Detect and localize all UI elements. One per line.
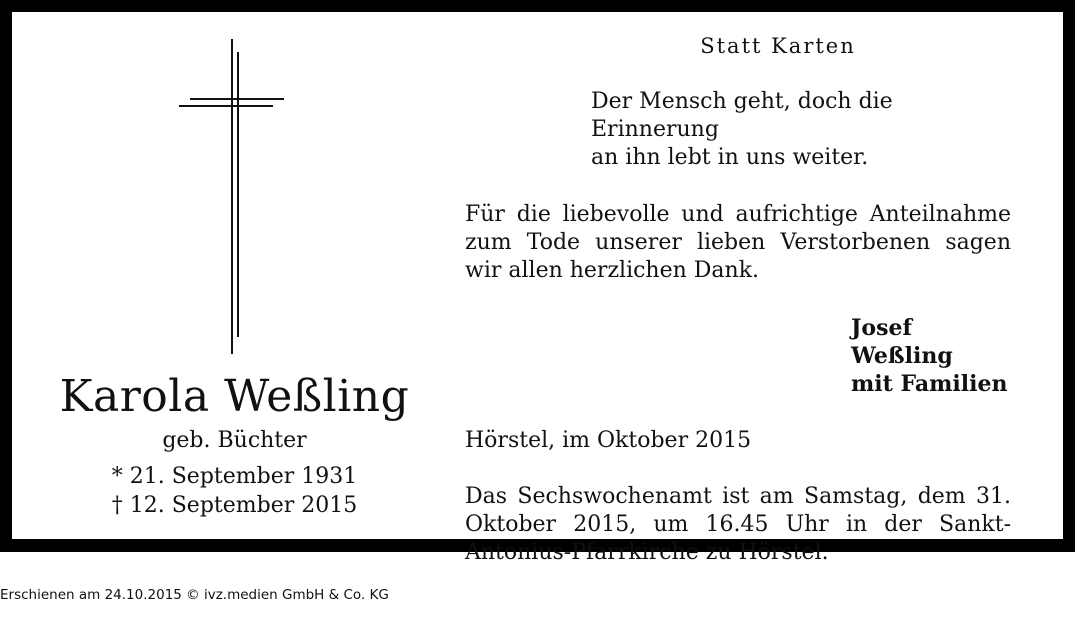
publication-footer: Erschienen am 24.10.2015 © ivz.medien GmbH & Co. KG (0, 587, 389, 603)
deceased-name: Karola Weßling (59, 371, 410, 422)
quote-line: an ihn lebt in uns weiter. (591, 145, 869, 170)
service-paragraph: Das Sechswochenamt ist am Samstag, dem 31. Oktober 2015, um 16.45 Uhr in der Sankt-Antonius-Pfarrkirche zu Hörstel. (465, 484, 1011, 565)
life-dates (42, 462, 427, 520)
signature-line: Josef Weßling (851, 315, 953, 369)
cross-vertical-line (231, 39, 233, 354)
cross-horizontal-line (190, 98, 284, 100)
cross-vertical-line (237, 52, 239, 337)
birth-name: geb. Büchter (162, 428, 307, 453)
signature (851, 314, 1011, 398)
birth-date: * 21. September 1931 (111, 464, 358, 489)
quote (591, 88, 1011, 172)
notice-heading: Statt Karten (700, 34, 856, 58)
place-date: Hörstel, im Oktober 2015 (465, 428, 752, 453)
deceased-block (42, 370, 427, 520)
signature-line: mit Familien (851, 371, 1008, 397)
cross-horizontal-line (179, 105, 273, 107)
notice-text-block (465, 32, 1011, 567)
quote-line: Der Mensch geht, doch die Erinnerung (591, 89, 893, 142)
thanks-paragraph: Für die liebevolle und aufrichtige Anteilnahme zum Tode unserer lieben Verstorbenen sagen wir allen herzlichen Dank. (465, 202, 1011, 283)
death-date: † 12. September 2015 (111, 493, 358, 518)
cross-icon (12, 12, 13, 13)
obituary-card (12, 12, 1063, 565)
